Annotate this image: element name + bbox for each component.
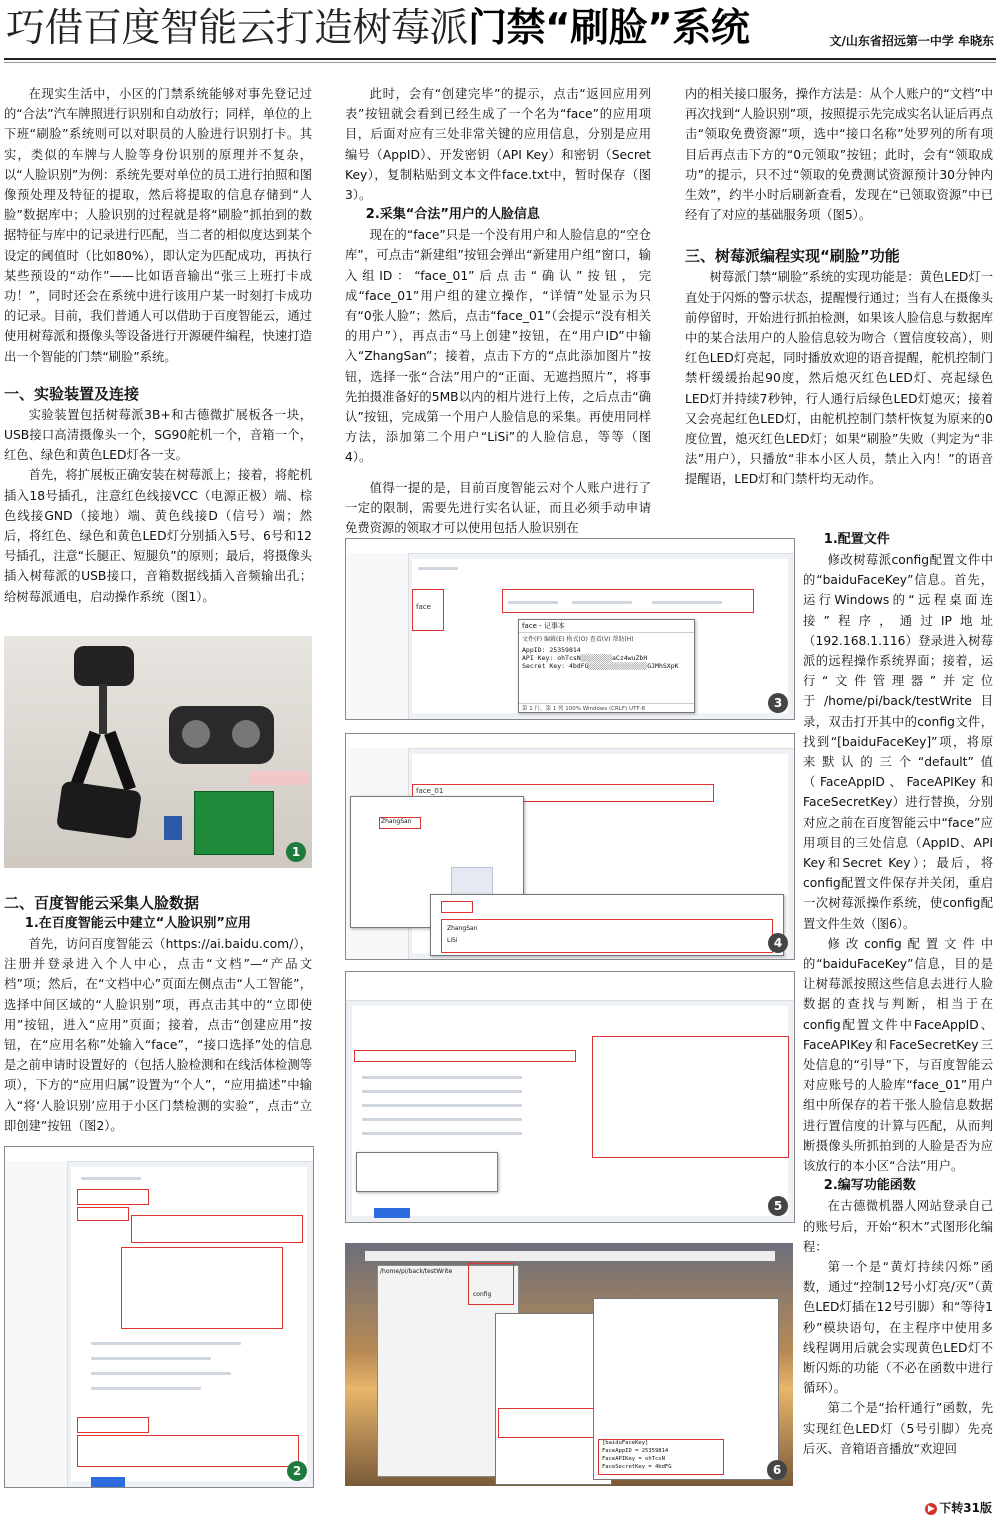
notepad-menu: 文件(F) 编辑(E) 格式(O) 查看(V) 帮助(H) xyxy=(522,636,634,643)
row xyxy=(362,1090,522,1093)
notepad-status: 第 1 行，第 1 列 100% Windows (CRLF) UTF-8 xyxy=(519,703,694,712)
figure-1-number: 1 xyxy=(286,842,306,862)
row xyxy=(362,1118,522,1121)
col4-paragraph-4: 第一个是“黄灯持续闪烁”函数，通过“控制12号小灯亮/灭”（黄色LED灯插在12号引脚）和“等待1秒”模块语句，在主程序中使用多线程调用后就会实现黄色LED灯不断闪烁的功能（不必在函数中进行循环）。 xyxy=(803,1259,993,1396)
figure-3-screenshot xyxy=(345,538,795,720)
col3-paragraph-2: 树莓派门禁“刷脸”系统的实现功能是：黄色LED灯一直处于闪烁的警示状态，提醒慢行通过；当有人在摄像头前停留时，开始进行抓拍检测，如果该人脸信息与数据库中的某合法用户的人脸信息较为吻合（置信度较高），则红色LED灯亮起，同时播放欢迎的语音提醒，舵机控制门禁杆缓缓抬起90度，然后熄灭红色LED灯、亮起绿色LED灯并持续7秒钟，行人通行后绿色LED灯熄灭；接着又会亮起红色LED灯，由舵机控制门禁杆恢复为原来的0度位置，熄灭红色LED灯；如果“刷脸”失败（判定为“非法”用户），只播放“非本小区人员，禁止入内！”的语音提醒语，LED灯和门禁杆均无动作。 xyxy=(685,270,993,487)
intro-paragraph: 在现实生活中，小区的门禁系统能够对事先登记过的“合法”汽车牌照进行识别和自动放行；同样，单位的上下班“刷脸”系统则可以对职员的人脸进行识别打卡。其实，类似的车牌与人脸等身份识别的原理并不复杂，以“人脸识别”为例：系统先要对单位的员工进行拍照和图像预处理及特征的提取，然后将提取的信息存储到“人脸”数据库中；人脸识别的过程就是将“刷脸”抓拍到的数据特征与库中的记录进行匹配，当二者的相似度达到某个设定的阈值时（比如80%），即认定为匹配成功，再执行某些预设的“动作”——比如语音输出“张三上班打卡成功！”，同时还会在系统中进行该用户某一时刻打卡成功的记录。目前，我们普通人可以借助于百度智能云，通过使用树莓派和摄像头等设备进行开源硬件编程，快速打造出一个智能的门禁“刷脸”系统。 xyxy=(4,87,312,364)
claim-dialog xyxy=(356,1152,498,1192)
user-list-window xyxy=(430,894,784,956)
section-1-heading: 一、实验装置及连接 xyxy=(4,384,140,403)
secretkey-line: Secret Key: 4bdFG░░░░░░░░░░░░░░░GJMhSXpK xyxy=(522,662,679,670)
header-rule-thin xyxy=(4,62,996,63)
figure-6-overlay xyxy=(345,1243,793,1486)
user-row-2: LiSi xyxy=(447,937,458,944)
user-id-value: ZhangSan xyxy=(381,818,412,825)
column-3 xyxy=(685,84,993,490)
header-rule xyxy=(4,58,996,60)
header xyxy=(0,0,1000,58)
config-apikey: FaceAPIKey = ohTcsN xyxy=(602,1456,665,1462)
key-cell xyxy=(508,601,558,604)
apikey-line: API Key: ohTcsN░░░░░░░░aCz4wuZbH xyxy=(522,654,648,662)
app-name-highlight xyxy=(77,1189,149,1205)
config-secretkey: FaceSecretKey = 4bdFG xyxy=(602,1464,672,1470)
app-name-cell: face xyxy=(416,603,431,611)
figure-4-number: 4 xyxy=(768,933,788,953)
figure-6-screenshot xyxy=(345,1243,793,1486)
notepad-window xyxy=(518,619,695,713)
section-2-paragraph-1: 首先，访问百度智能云（https://ai.baidu.com/），注册并登录进入个人中心，点击“文档”—“产品文档”项；然后，在“文档中心”页面左侧点击“人工智能”，选择中间区域的“人脸识别”项，再点击其中的“立即使用”按钮，进入“应用”页面；接着，点击“创建应用”按钮，在“应用名称”处输入“face”，“接口选择”处的信息是之前申请时设置好的（包括人脸检测和在线活体检测等项），下方的“应用归属”设置为“个人”，“应用描述”中输入“将‘人脸识别’应用于小区门禁检测的实验”，点击“立即创建”按钮（图2）。 xyxy=(4,937,312,1133)
description-highlight xyxy=(77,1435,299,1467)
section-2-sub-1: 1.在百度智能云中建立“人脸识别”应用 xyxy=(24,916,251,931)
browser-bar xyxy=(346,972,794,987)
received-resources-highlight xyxy=(592,1036,789,1158)
col3-paragraph-1: 内的相关接口服务，操作方法是：从个人账户的“文档”中再次找到“人脸识别”项，按照提示先完成实名认证后再点击“领取免费资源”项，选中“接口名称”处罗列的所有项目后再点击下方的“0元领取”按钮；此时，会有“领取成功”的提示，只不过“领取的免费测试资源预计30分钟内生效”，约半小时后刷新查看，发现在“已领取资源”中已经有了对应的基础服务项（图5）。 xyxy=(685,87,993,223)
create-app-form xyxy=(71,1167,307,1481)
figure-4-screenshot xyxy=(345,733,795,960)
col4-paragraph-1: 修改树莓派config配置文件中的“baiduFaceKey”信息。首先，运行Windows的“远程桌面连接”程序，通过IP地址（192.168.1.116）登录进入树莓派的远程操作系统界面；接着，运行“文件管理器”并定位于/home/pi/back/testWrite目录，双击打开其中的config文件，找到“[baiduFaceKey]”项，将原来默认的三个“default”值（FaceAppID、FaceAPIKey和FaceSecretKey）进行替换，分别对应之前在百度智能云中“face”应用项目的三处信息（AppID、API Key和Secret Key）；最后，将config配置文件保存并关闭，重启一次树莓派操作系统，使config配置文件生效（图6）。 xyxy=(803,553,993,931)
arrow-icon: ▶ xyxy=(925,1503,937,1515)
form-line xyxy=(91,1372,231,1375)
config-file-name: config xyxy=(473,1291,492,1298)
column-1-top xyxy=(4,84,312,607)
section-1-paragraph-2: 首先，将扩展板正确安装在树莓派上；接着，将舵机插入18号插孔，注意红色线接VCC（电源正极）端、棕色线接GND（接地）端、黄色线接D（信号）端；然后，将红色、绿色和黄色LED灯分别插入5号、6号和12号插孔，注意“长腿正、短腿负”的原则；最后，将摄像头插入树莓派的USB接口，音箱数据线插入音频输出孔；给树莓派通电，启动操作系统（图1）。 xyxy=(4,468,312,604)
file-manager-path: /home/pi/back/testWrite xyxy=(380,1268,453,1275)
byline: 文/山东省招远第一中学 牟晓东 xyxy=(829,34,994,48)
figure-5-screenshot xyxy=(345,971,795,1223)
console-sidebar xyxy=(346,553,409,719)
user-row-1: ZhangSan xyxy=(447,925,478,932)
column-1-bottom xyxy=(4,892,312,1136)
page-title-bold: 门禁“刷脸”系统 xyxy=(468,6,750,51)
form-line xyxy=(91,1342,241,1345)
col4-subheading-2: 2.编写功能函数 xyxy=(823,1178,916,1194)
claim-button[interactable] xyxy=(374,1208,410,1218)
section-3-heading: 三、树莓派编程实现“刷脸”功能 xyxy=(685,247,900,266)
form-line xyxy=(91,1387,201,1390)
col4-paragraph-3: 在古德微机器人网站登录自己的账号后，开始“积木”式图形化编程： xyxy=(803,1199,993,1254)
browser-bar xyxy=(346,734,794,749)
key-cell xyxy=(572,601,632,604)
row xyxy=(362,1104,522,1107)
figure-5-number: 5 xyxy=(768,1196,788,1216)
resource-page xyxy=(352,1006,788,1216)
col2-paragraph-3: 值得一提的是，目前百度智能云对个人账户进行了一定的限制，需要先进行实名认证，而且必须手动申请免费资源的领取才可以使用包括人脸识别在 xyxy=(345,480,651,536)
figure-2-screenshot xyxy=(4,1146,314,1488)
console-topbar xyxy=(346,986,794,1001)
config-section: [baiduFaceKey] xyxy=(602,1440,649,1446)
col2-paragraph-1: 此时，会有“创建完毕”的提示，点击“返回应用列表”按钮就会看到已经生成了一个名为“face”的应用项目，后面对应有三处非常关键的应用信息，分别是应用编号（AppID）、开发密钥（API Key）和密钥（Secret Key），复制粘贴到文本文件face.txt中，暂时保存（图3）。 xyxy=(345,87,651,203)
section-2-heading: 二、百度智能云采集人脸数据 xyxy=(4,894,200,912)
col4-paragraph-2: 修改config配置文件中的“baiduFaceKey”信息，目的是让树莓派按照这些信息去进行人脸数据的查找与判断，相当于在config配置文件中FaceAppID、FaceAPIKey和FaceSecretKey三处信息的“引导”下，与百度智能云对应账号的人脸库“face_01”用户组中所保存的若干张人脸信息数据进行置信度的计算与匹配，从而判断摄像头所抓拍到的人脸是否为应该放行的本小区“合法”用户。 xyxy=(803,936,993,1174)
browser-bar xyxy=(346,539,794,554)
figure-1-overlay xyxy=(4,636,312,868)
appid-line: AppID: 25359814 xyxy=(522,646,581,654)
col2-paragraph-2: 现在的“face”只是一个没有用户和人脸信息的“空仓库”，可点击“新建组”按钮会弹出“新建用户组”窗口，输入组ID：“face_01”后点击“确认”按钮，完成“face_01”用户组的建立操作，“详情”处显示为只有“0张人脸”；然后，点击“face_01”（会提示“没有相关的用户”），再点击“马上创建”按钮，在“用户ID”中输入“ZhangSan”；接着，点击下方的“点此添加图片”按钮，选择一张“合法”用户的“正面、无遮挡照片”，将事先拍摄准备好的5MB以内的相片进行上传，之后点击“确认”按钮，完成第一个用户人脸信息的采集。再使用同样方法，添加第二个用户“LiSi”的人脸信息，等等（图4）。 xyxy=(345,228,651,465)
section-1-paragraph-1: 实验装置包括树莓派3B+和古德微扩展板各一块，USB接口高清摄像头一个，SG90舵机一个，音箱一个，红色、绿色和黄色LED灯各一支。 xyxy=(4,407,312,463)
col2-subheading-2: 2.采集“合法”用户的人脸信息 xyxy=(365,207,540,223)
console-sidebar xyxy=(5,1161,68,1487)
continued-label: 下转31版 xyxy=(939,1501,992,1515)
column-2 xyxy=(345,84,651,538)
figure-2-number: 2 xyxy=(287,1461,307,1481)
interface-highlight xyxy=(77,1207,129,1221)
ownership-highlight xyxy=(77,1417,149,1433)
interface-options-highlight xyxy=(121,1247,283,1329)
figure-1-photo xyxy=(4,636,312,868)
list-header xyxy=(418,567,458,570)
row xyxy=(362,1132,522,1135)
group-highlight xyxy=(441,901,473,913)
interface-desc-highlight xyxy=(131,1215,303,1243)
page-title: 巧借百度智能云打造树莓派门禁“刷脸”系统 xyxy=(6,6,750,51)
create-now-button[interactable] xyxy=(91,1477,125,1488)
column-4 xyxy=(803,530,993,1459)
figure-3-number: 3 xyxy=(768,693,788,713)
browser-bar xyxy=(5,1147,313,1162)
form-line xyxy=(81,1177,141,1180)
row xyxy=(362,1076,522,1079)
config-appid: FaceAppID = 25359814 xyxy=(602,1448,669,1454)
interface-names-highlight xyxy=(354,1050,576,1062)
figure-6-number: 6 xyxy=(767,1460,787,1480)
users-highlight xyxy=(441,919,773,953)
col4-subheading-1: 1.配置文件 xyxy=(823,532,890,547)
continued-note xyxy=(925,1499,992,1516)
col4-paragraph-5: 第二个是“抬杆通行”函数，先实现红色LED灯（5号引脚）先亮后灭、音箱语音播放“欢迎回 xyxy=(803,1401,993,1456)
key-cell xyxy=(652,601,722,604)
form-line xyxy=(91,1357,211,1360)
notepad-title: face - 记事本 xyxy=(519,620,694,633)
group-name: face_01 xyxy=(416,787,444,795)
